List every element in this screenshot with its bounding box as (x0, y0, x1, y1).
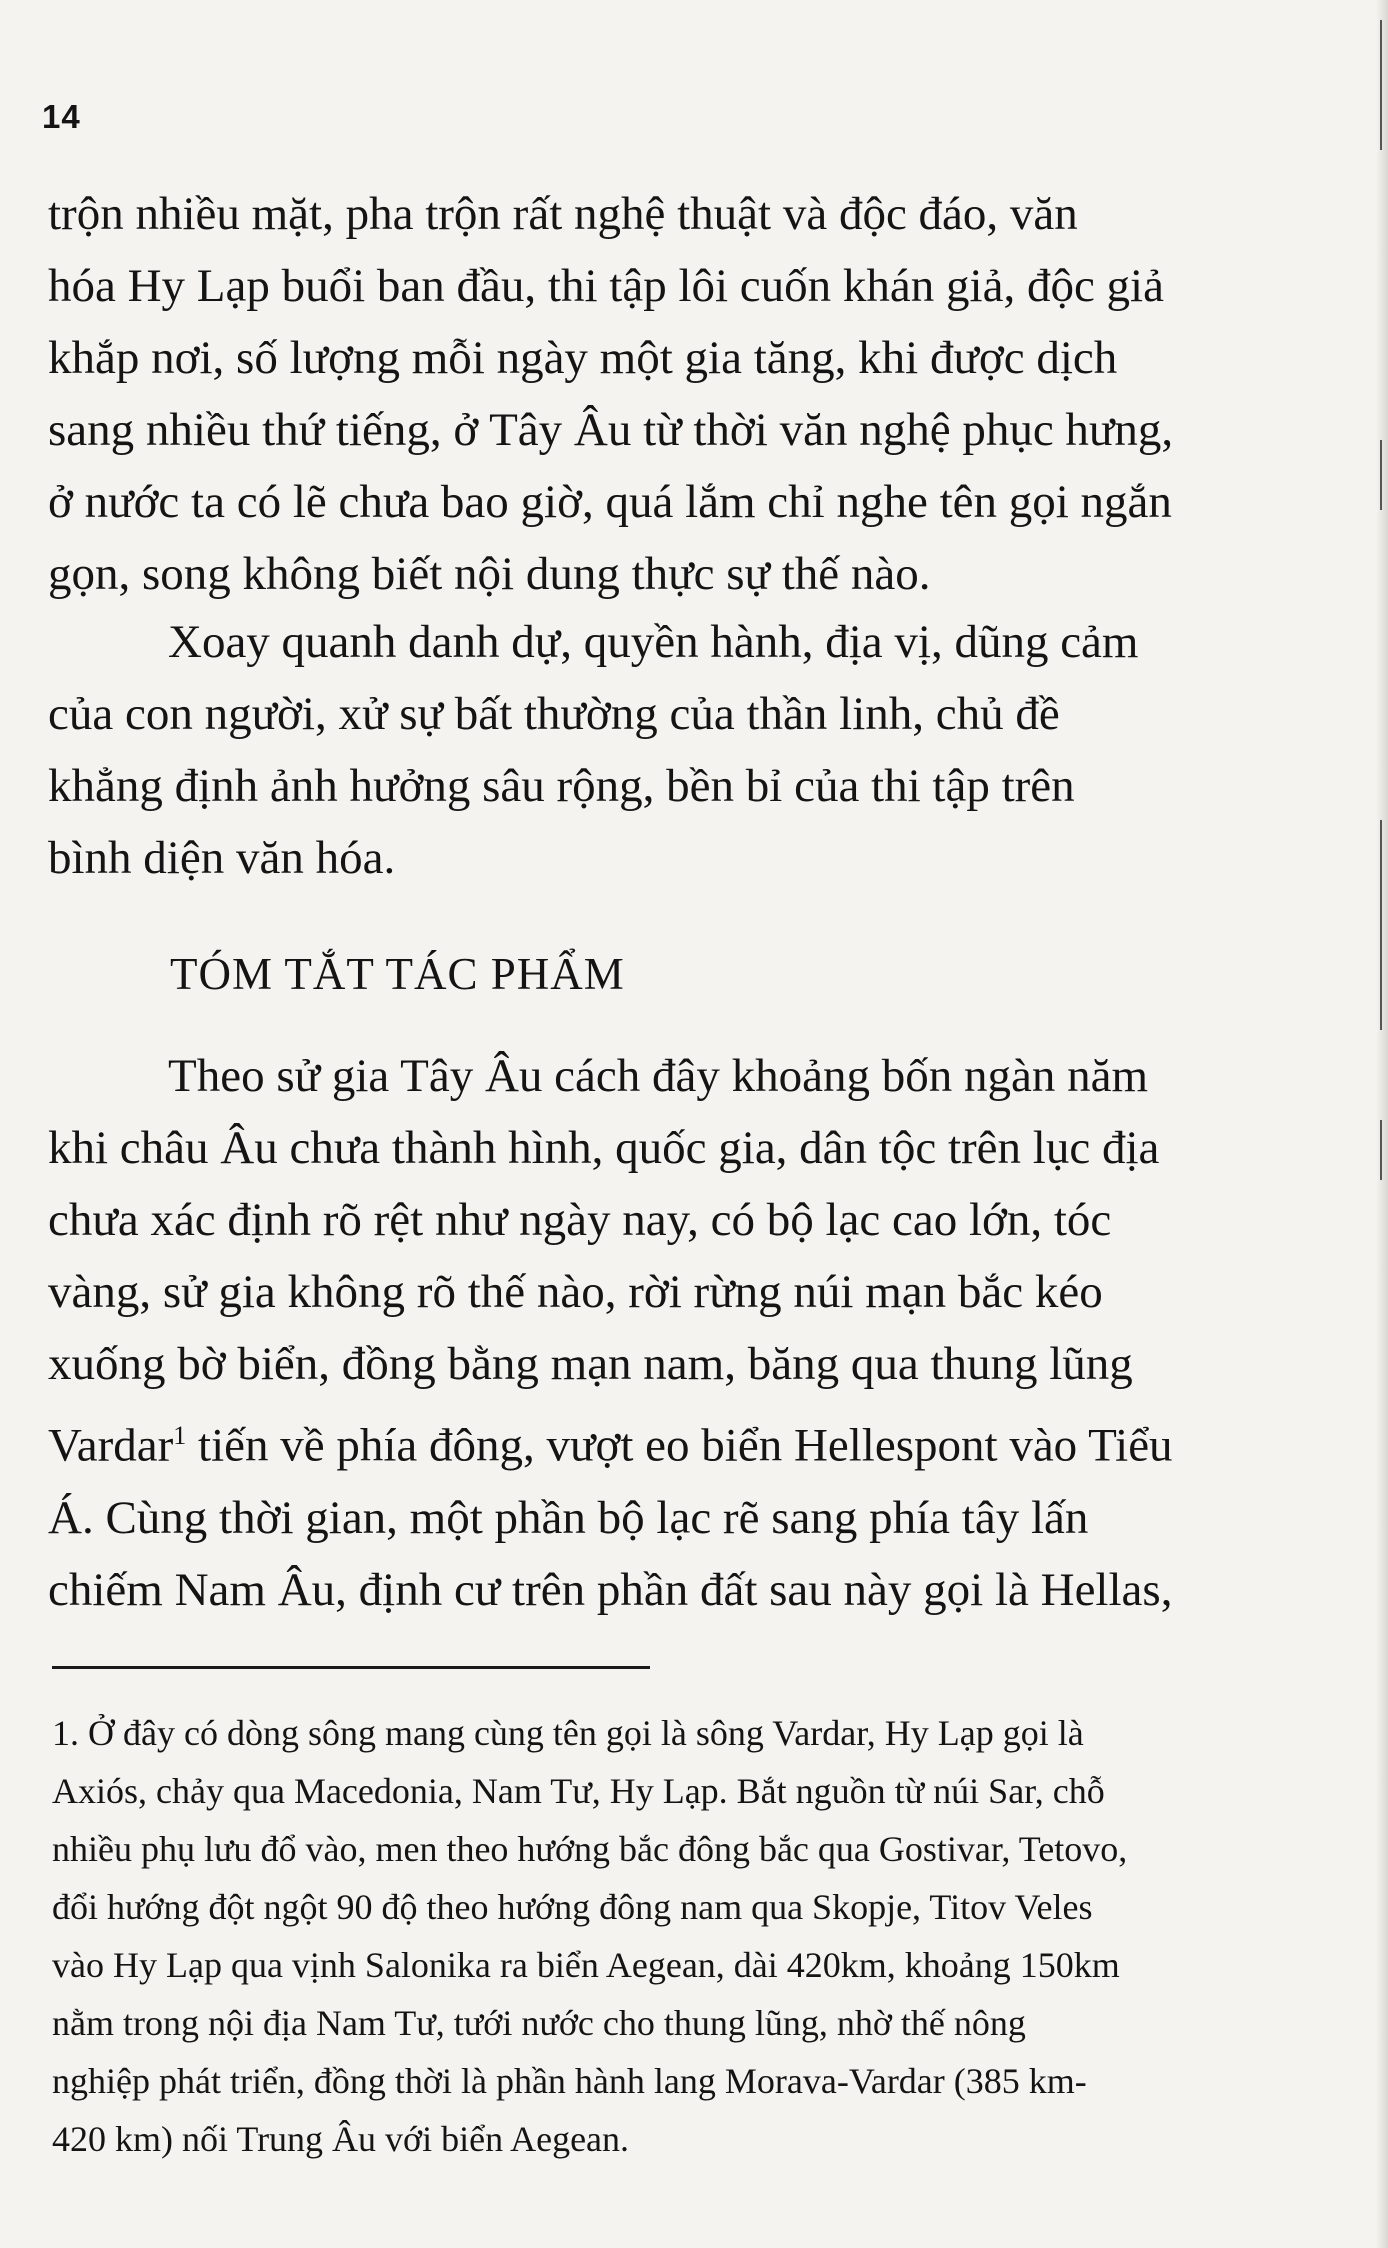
footnote-reference: 1 (173, 1421, 187, 1450)
paragraph-line: sang nhiều thứ tiếng, ở Tây Âu từ thời văn nghệ phục hưng, (48, 404, 1174, 456)
paragraph-line: gọn, song không biết nội dung thực sự thế nào. (48, 548, 931, 600)
paragraph-line: khi châu Âu chưa thành hình, quốc gia, dân tộc trên lục địa (48, 1122, 1160, 1174)
paragraph-2 (48, 606, 1260, 894)
paragraph-line: Theo sử gia Tây Âu cách đây khoảng bốn ngàn năm (168, 1050, 1149, 1102)
paragraph-line: vàng, sử gia không rõ thế nào, rời rừng núi mạn bắc kéo (48, 1266, 1103, 1318)
footnote-line: 420 km) nối Trung Âu với biển Aegean. (52, 2119, 630, 2159)
footnote-line: vào Hy Lạp qua vịnh Salonika ra biển Aegean, dài 420km, khoảng 150km (52, 1945, 1120, 1985)
paragraph-line: khắp nơi, số lượng mỗi ngày một gia tăng, khi được dịch (48, 332, 1118, 384)
footnote-line: đổi hướng đột ngột 90 độ theo hướng đông nam qua Skopje, Titov Veles (52, 1887, 1093, 1927)
paragraph-line: Xoay quanh danh dự, quyền hành, địa vị, dũng cảm (168, 616, 1139, 668)
paragraph-line: hóa Hy Lạp buổi ban đầu, thi tập lôi cuốn khán giả, độc giả (48, 260, 1164, 312)
footnote-line: Axiós, chảy qua Macedonia, Nam Tư, Hy Lạp. Bắt nguồn từ núi Sar, chỗ (52, 1771, 1105, 1811)
footnote-line: 1. Ở đây có dòng sông mang cùng tên gọi là sông Vardar, Hy Lạp gọi là (52, 1713, 1084, 1753)
footnote-line: nhiều phụ lưu đổ vào, men theo hướng bắc đông bắc qua Gostivar, Tetovo, (52, 1829, 1128, 1869)
page-edge-shadow (1376, 0, 1388, 2248)
paragraph-line: trộn nhiều mặt, pha trộn rất nghệ thuật và độc đáo, văn (48, 188, 1078, 240)
paragraph-line: chưa xác định rõ rệt như ngày nay, có bộ lạc cao lớn, tóc (48, 1194, 1112, 1246)
paragraph-line: bình diện văn hóa. (48, 832, 396, 884)
page-edge-mark (1380, 440, 1382, 510)
paragraph-line: xuống bờ biển, đồng bằng mạn nam, băng qua thung lũng (48, 1338, 1133, 1390)
page-edge-mark (1380, 20, 1382, 150)
paragraph-line: của con người, xử sự bất thường của thần linh, chủ đề (48, 688, 1060, 740)
paragraph-line-rest: tiến về phía đông, vượt eo biển Hellespont vào Tiểu (198, 1419, 1173, 1472)
page-edge-mark (1380, 820, 1382, 1030)
page-number: 14 (42, 98, 81, 135)
paragraph-line: ở nước ta có lẽ chưa bao giờ, quá lắm chỉ nghe tên gọi ngắn (48, 476, 1172, 528)
section-heading: TÓM TẮT TÁC PHẨM (170, 949, 625, 999)
page-edge-mark (1380, 1120, 1382, 1180)
paragraph-line (48, 1400, 1260, 1482)
footnote-line: nằm trong nội địa Nam Tư, tưới nước cho thung lũng, nhờ thế nông (52, 2003, 1026, 2043)
paragraph-line: chiếm Nam Âu, định cư trên phần đất sau này gọi là Hellas, (48, 1563, 1173, 1616)
paragraph-line: Á. Cùng thời gian, một phần bộ lạc rẽ sang phía tây lấn (48, 1491, 1089, 1544)
footnote (52, 1704, 1272, 2168)
vardar-word: Vardar (48, 1419, 174, 1472)
paragraph-1 (48, 178, 1260, 610)
paragraph-line: khẳng định ảnh hưởng sâu rộng, bền bỉ của thi tập trên (48, 760, 1075, 812)
footnote-divider (52, 1666, 650, 1669)
footnote-line: nghiệp phát triển, đồng thời là phần hành lang Morava-Vardar (385 km- (52, 2061, 1087, 2101)
paragraph-3 (48, 1040, 1260, 1626)
